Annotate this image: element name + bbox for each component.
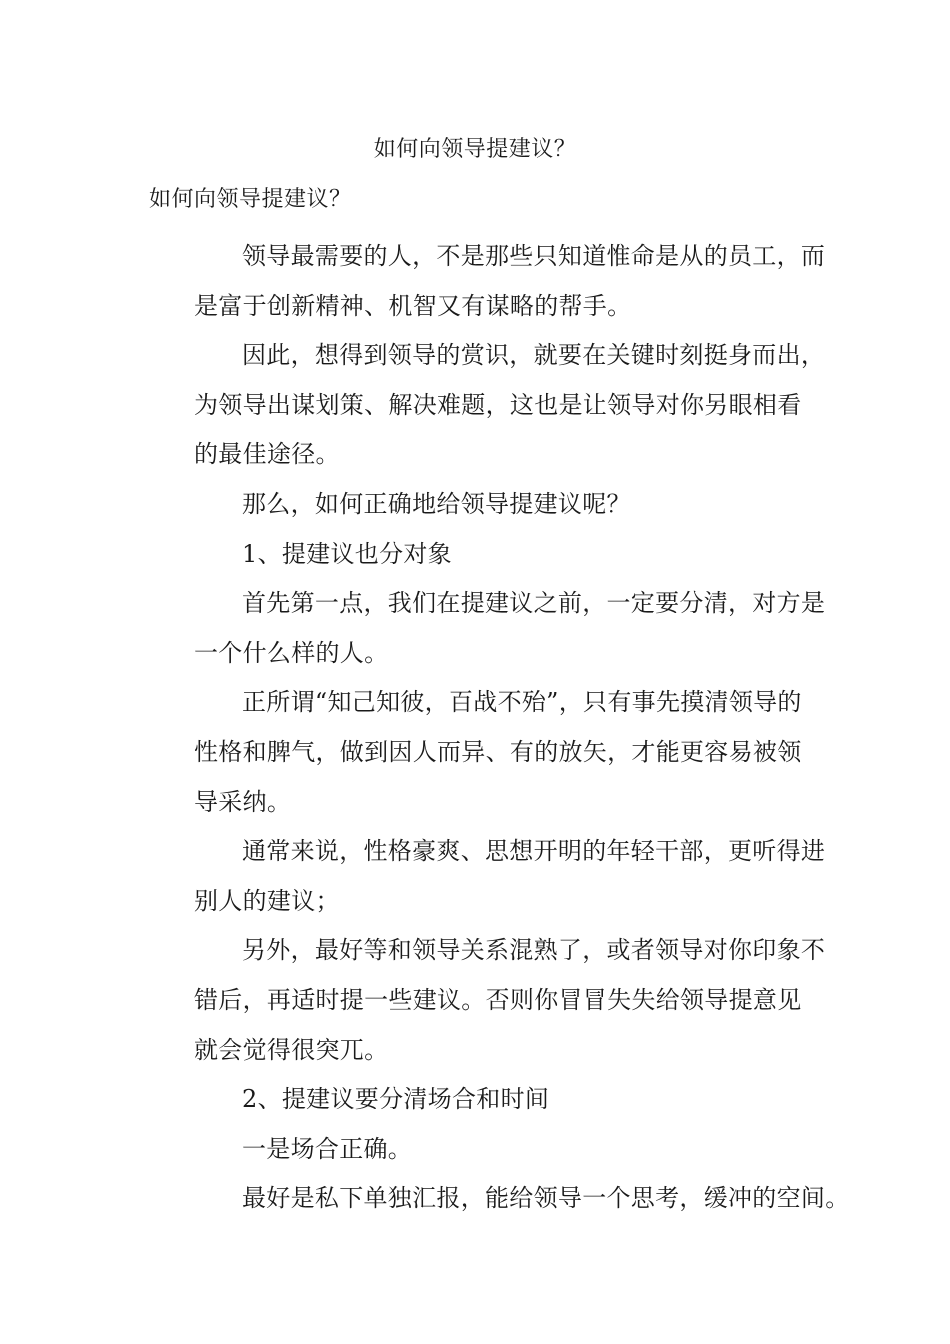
paragraph [146, 331, 826, 480]
paragraph-line: 那么，如何正确地给领导提建议呢？ [242, 489, 631, 518]
paragraph [146, 232, 826, 331]
section-heading [146, 530, 816, 580]
paragraph [146, 926, 826, 1075]
paragraph-line: 通常来说，性格豪爽、思想开明的年轻干部，更听得进 [242, 837, 826, 866]
paragraph-line: 一是场合正确。 [242, 1134, 413, 1163]
document-body [146, 232, 850, 1224]
section-heading [146, 1075, 816, 1125]
paragraph-line: 一个什么样的人。 [194, 638, 389, 667]
document-subtitle: 如何向领导提建议？ [149, 187, 352, 212]
paragraph-line: 是富于创新精神、机智又有谋略的帮手。 [194, 291, 632, 320]
paragraph-line: 领导最需要的人，不是那些只知道惟命是从的员工，而 [242, 242, 826, 270]
paragraph-line: 性格和脾气，做到因人而异、有的放矢，才能更容易被领 [194, 737, 802, 766]
paragraph [146, 579, 826, 678]
paragraph-line: 就会觉得很突兀。 [194, 1035, 389, 1064]
paragraph-line: 导采纳。 [194, 787, 292, 816]
paragraph [146, 827, 826, 926]
paragraph-line: 的最佳途径。 [194, 440, 340, 469]
section-heading-text: 2、提建议要分清场合和时间 [242, 1085, 550, 1114]
paragraph-line: 为领导出谋划策、解决难题，这也是让领导对你另眼相看 [194, 390, 802, 419]
paragraph-line: 错后，再适时提一些建议。否则你冒冒失失给领导提意见 [194, 985, 802, 1014]
paragraph [146, 480, 816, 530]
paragraph [146, 678, 816, 827]
paragraph-line: 别人的建议； [194, 886, 340, 915]
paragraph [146, 1125, 816, 1175]
paragraph-line: 因此，想得到领导的赏识，就要在关键时刻挺身而出， [242, 341, 826, 370]
paragraph-line: 正所谓“知己知彼，百战不殆”，只有事先摸清领导的 [242, 688, 802, 717]
paragraph-line: 另外，最好等和领导关系混熟了，或者领导对你印象不 [242, 936, 826, 965]
paragraph [146, 1174, 850, 1224]
document-title: 如何向领导提建议？ [373, 137, 577, 162]
section-heading-text: 1、提建议也分对象 [242, 539, 452, 568]
paragraph-line: 首先第一点，我们在提建议之前，一定要分清，对方是 [242, 589, 826, 618]
paragraph-line: 最好是私下单独汇报，能给领导一个思考，缓冲的空间。 [242, 1184, 850, 1213]
